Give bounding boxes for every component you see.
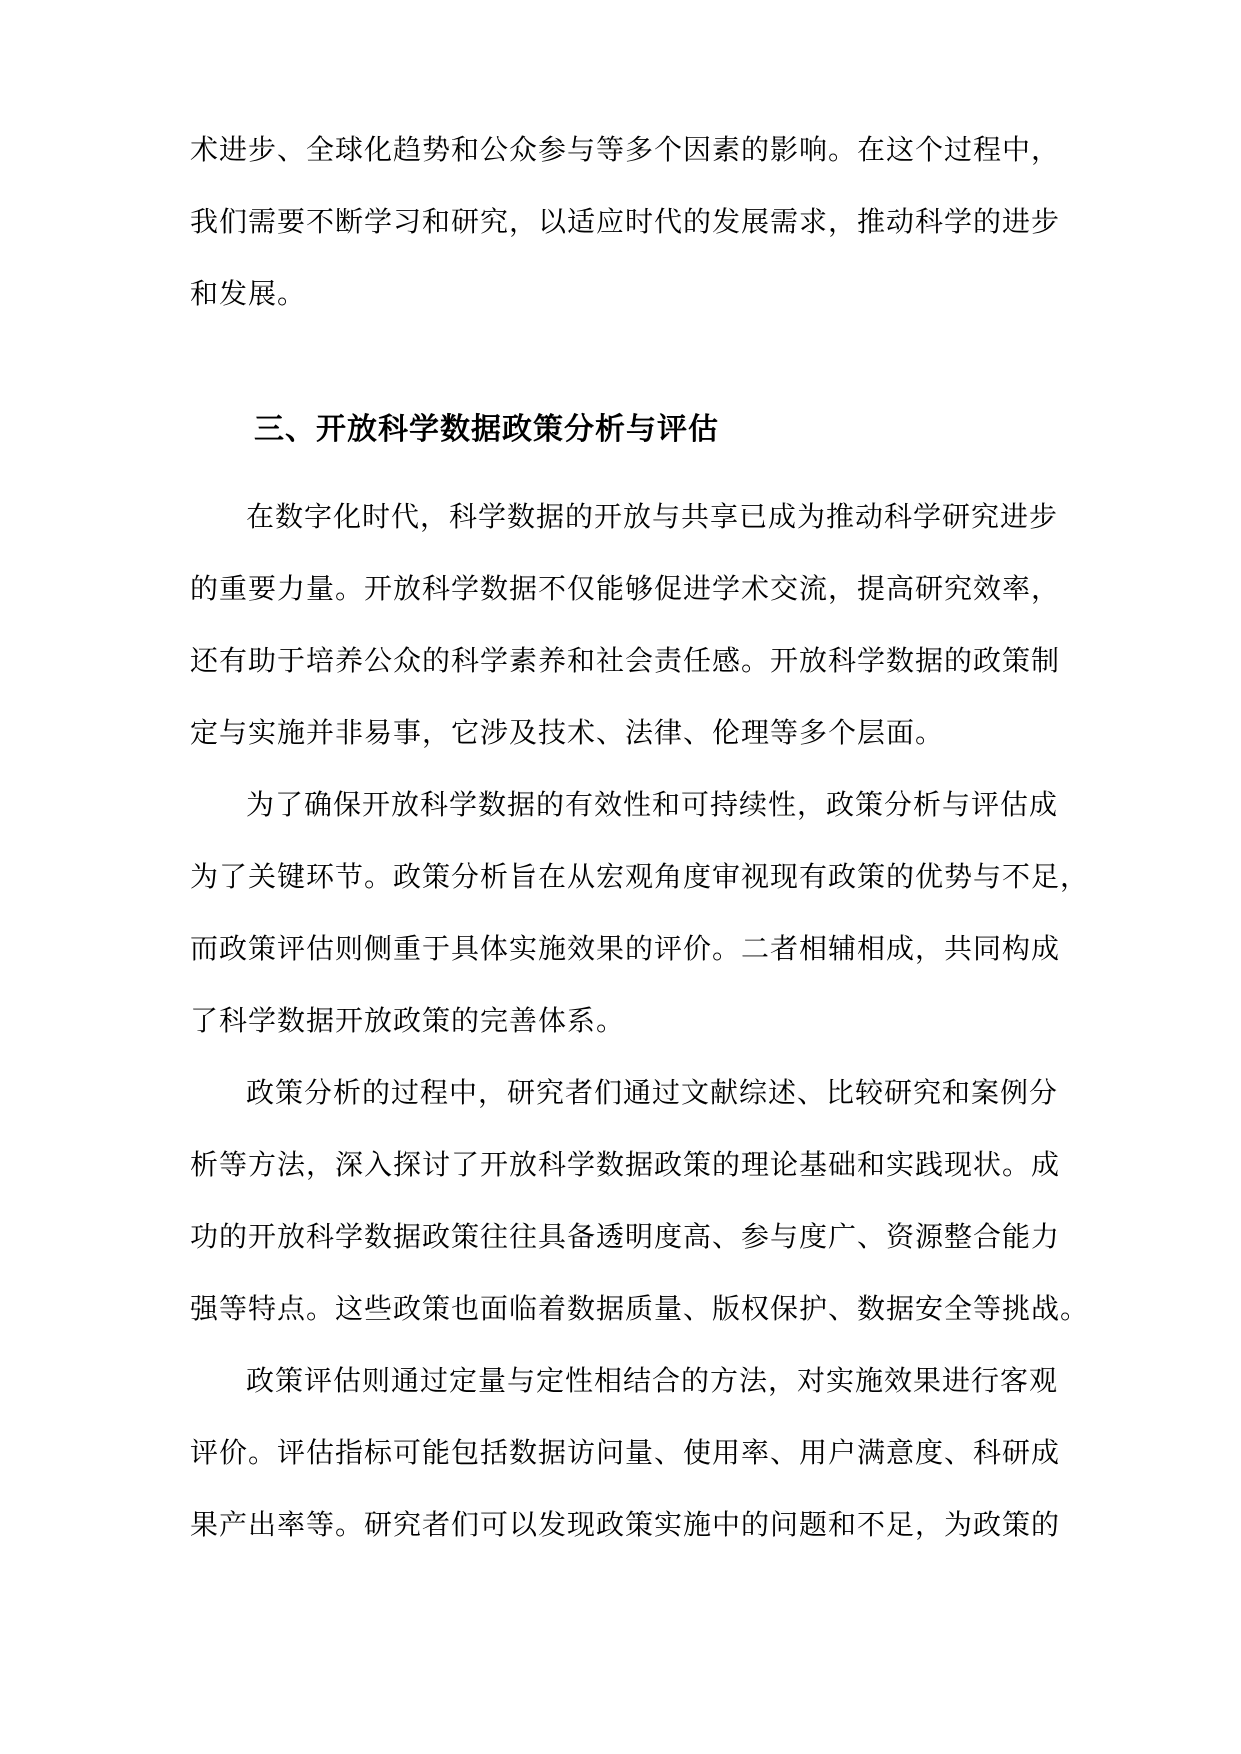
paragraph-4-line-3: 果产出率等。研究者们可以发现政策实施中的问题和不足，为政策的: [190, 1508, 1061, 1541]
paragraph-1-line-2: 的重要力量。开放科学数据不仅能够促进学术交流，提高研究效率，: [190, 572, 1061, 605]
paragraph-1-line-3: 还有助于培养公众的科学素养和社会责任感。开放科学数据的政策制: [190, 644, 1061, 677]
paragraph-2-line-1: 为了确保开放科学数据的有效性和可持续性，政策分析与评估成: [246, 788, 1059, 821]
paragraph-4-line-2: 评价。评估指标可能包括数据访问量、使用率、用户满意度、科研成: [190, 1436, 1061, 1469]
paragraph-3-line-3: 功的开放科学数据政策往往具备透明度高、参与度广、资源整合能力: [190, 1220, 1061, 1253]
paragraph-2-line-2: 为了关键环节。政策分析旨在从宏观角度审视现有政策的优势与不足，: [190, 860, 1090, 893]
paragraph-2-line-4: 了科学数据开放政策的完善体系。: [190, 1004, 626, 1037]
paragraph-3-line-1: 政策分析的过程中，研究者们通过文献综述、比较研究和案例分: [246, 1076, 1059, 1109]
paragraph-4-line-1: 政策评估则通过定量与定性相结合的方法，对实施效果进行客观: [246, 1364, 1059, 1397]
intro-line-3: 和发展。: [190, 277, 307, 310]
intro-line-1: 术进步、全球化趋势和公众参与等多个因素的影响。在这个过程中，: [190, 133, 1061, 166]
paragraph-1-line-4: 定与实施并非易事，它涉及技术、法律、伦理等多个层面。: [190, 716, 945, 749]
paragraph-1-line-1: 在数字化时代，科学数据的开放与共享已成为推动科学研究进步: [246, 500, 1059, 533]
paragraph-3-line-4: 强等特点。这些政策也面临着数据质量、版权保护、数据安全等挑战。: [190, 1292, 1090, 1325]
section-heading: 三、开放科学数据政策分析与评估: [254, 412, 719, 447]
intro-line-2: 我们需要不断学习和研究，以适应时代的发展需求，推动科学的进步: [190, 205, 1061, 238]
paragraph-3-line-2: 析等方法，深入探讨了开放科学数据政策的理论基础和实践现状。成: [190, 1148, 1061, 1181]
paragraph-2-line-3: 而政策评估则侧重于具体实施效果的评价。二者相辅相成，共同构成: [190, 932, 1061, 965]
